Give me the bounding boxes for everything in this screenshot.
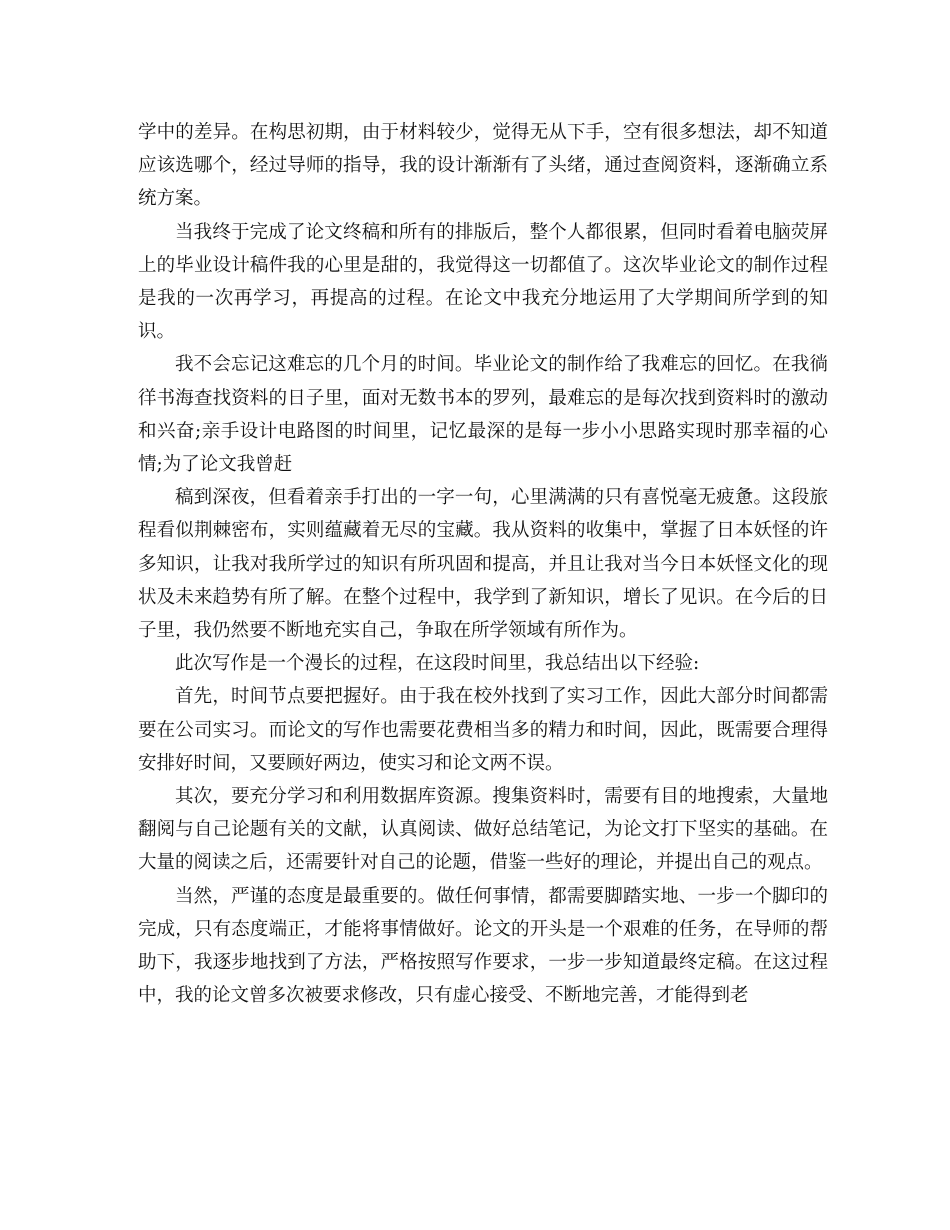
- document-body: [138, 116, 828, 1012]
- paragraph-5: 此次写作是一个漫长的过程，在这段时间里，我总结出以下经验:: [175, 653, 700, 675]
- paragraph-3: 我不会忘记这难忘的几个月的时间。毕业论文的制作给了我难忘的回忆。在我徜徉书海查找资料的日子里，面对无数书本的罗列，最难忘的是每次找到资料时的激动和兴奋;亲手设计电路图的时间里，记忆最深的是每一步小小思路实现时那幸福的心情;为了论文我曾赶: [138, 354, 828, 476]
- paragraph-2: 当我终于完成了论文终稿和所有的排版后，整个人都很累，但同时看着电脑荧屏上的毕业设计稿件我的心里是甜的，我觉得这一切都值了。这次毕业论文的制作过程是我的一次再学习，再提高的过程。在论文中我充分地运用了大学期间所学到的知识。: [138, 221, 828, 343]
- paragraph-8: 当然，严谨的态度是最重要的。做任何事情，都需要脚踏实地、一步一个脚印的完成，只有态度端正，才能将事情做好。论文的开头是一个艰难的任务，在导师的帮助下，我逐步地找到了方法，严格按照写作要求，一步一步知道最终定稿。在这过程中，我的论文曾多次被要求修改，只有虚心接受、不断地完善，才能得到老: [138, 885, 828, 1007]
- paragraph-7: 其次，要充分学习和利用数据库资源。搜集资料时，需要有目的地搜索，大量地翻阅与自己论题有关的文献，认真阅读、做好总结笔记，为论文打下坚实的基础。在大量的阅读之后，还需要针对自己的论题，借鉴一些好的理论，并提出自己的观点。: [138, 786, 828, 874]
- paragraph-1: 学中的差异。在构思初期，由于材料较少，觉得无从下手，空有很多想法，却不知道应该选哪个，经过导师的指导，我的设计渐渐有了头绪，通过查阅资料，逐渐确立系统方案。: [138, 122, 828, 210]
- paragraph-4: 稿到深夜，但看着亲手打出的一字一句，心里满满的只有喜悦毫无疲惫。这段旅程看似荆棘密布，实则蕴藏着无尽的宝藏。我从资料的收集中，掌握了日本妖怪的许多知识，让我对我所学过的知识有所巩固和提高，并且让我对当今日本妖怪文化的现状及未来趋势有所了解。在整个过程中，我学到了新知识，增长了见识。在今后的日子里，我仍然要不断地充实自己，争取在所学领域有所作为。: [138, 487, 828, 642]
- paragraph-6: 首先，时间节点要把握好。由于我在校外找到了实习工作，因此大部分时间都需要在公司实习。而论文的写作也需要花费相当多的精力和时间，因此，既需要合理得安排好时间，又要顾好两边，使实习和论文两不误。: [138, 686, 828, 774]
